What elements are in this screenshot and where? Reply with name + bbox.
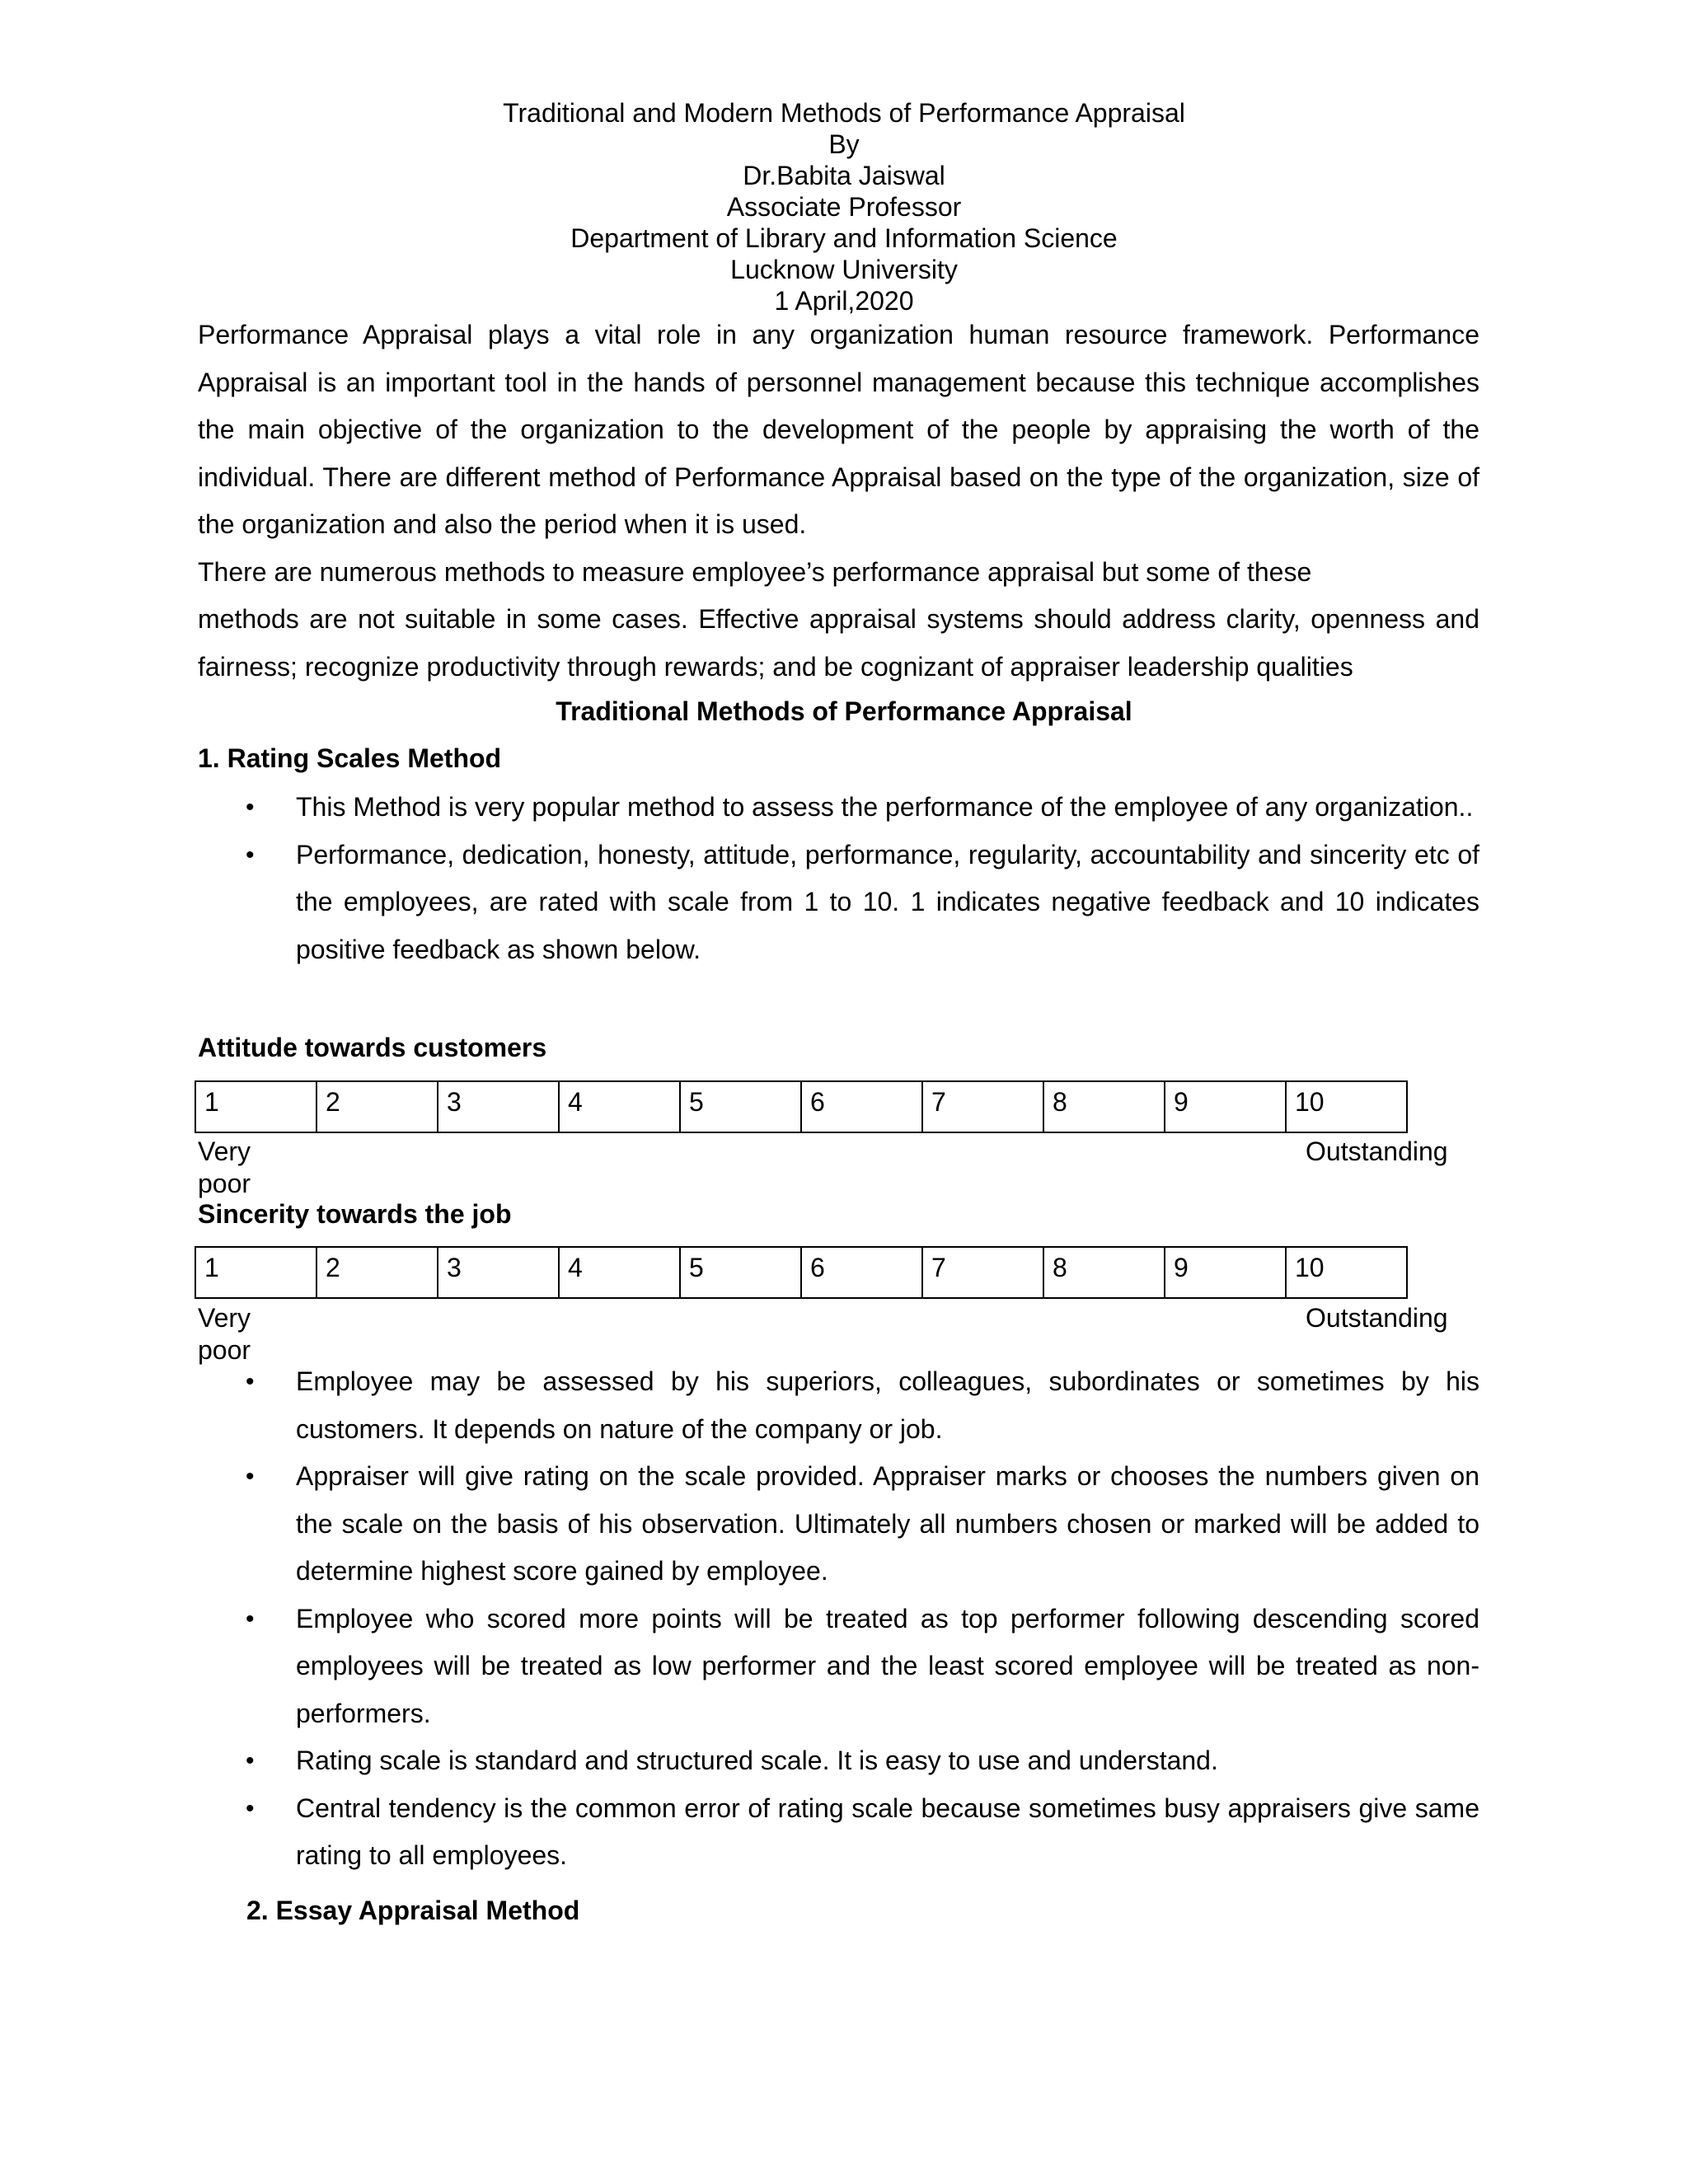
scale-2-cell-7: 7: [922, 1247, 1043, 1298]
by-line: By: [828, 129, 860, 159]
intro-paragraph-2-line-1: There are numerous methods to measure employee’s performance appraisal but some of these: [198, 556, 1312, 587]
scale-2-cell-10: 10: [1286, 1247, 1407, 1298]
scale-1-cell-1: 1: [195, 1081, 316, 1132]
scale-2-cell-3: 3: [438, 1247, 559, 1298]
scale-2-cell-2: 2: [316, 1247, 438, 1298]
scale-2-low-label-line-1: Very: [198, 1303, 251, 1333]
scale-2-cell-1: 1: [195, 1247, 316, 1298]
scale-2-cell-5: 5: [680, 1247, 801, 1298]
scale-2-low-label: [198, 1302, 251, 1366]
bullet-text: Employee may be assessed by his superiors, colleagues, subordinates or sometimes by his customers. It depends on nature of the company or job.: [296, 1366, 1479, 1444]
bullet-text: Performance, dedication, honesty, attitude, performance, regularity, accountability and sincerity etc of the employees, are rated with scale from 1 to 10. 1 indicates negative feedback and 10 indicates positive feedback as shown below.: [296, 839, 1479, 964]
scale-1-high-label: Outstanding: [1306, 1137, 1448, 1166]
scale-1-cell-3: 3: [438, 1081, 559, 1132]
scale-2-cell-4: 4: [559, 1247, 680, 1298]
scale-1-cell-7: 7: [922, 1081, 1043, 1132]
list-item: [198, 1596, 1479, 1738]
list-item: [198, 1358, 1479, 1453]
intro-paragraph-2-rest: methods are not suitable in some cases. Effective appraisal systems should address clarity, openness and fairness; recognize productivity through rewards; and be cognizant of appraiser leadership qualities: [198, 604, 1479, 682]
scale-2-cell-8: 8: [1043, 1247, 1165, 1298]
document-header: [0, 97, 1688, 316]
document-title: Traditional and Modern Methods of Performance Appraisal: [503, 98, 1185, 128]
scale-1-cell-9: 9: [1165, 1081, 1286, 1132]
list-item: [198, 1737, 1479, 1785]
author-department: Department of Library and Information Science: [570, 223, 1118, 253]
bullet-symbol: •: [246, 1605, 255, 1633]
bullet-text: This Method is very popular method to assess the performance of the employee of any organization..: [296, 792, 1474, 822]
scale-1-cell-8: 8: [1043, 1081, 1165, 1132]
list-item: [198, 1785, 1479, 1880]
author-position: Associate Professor: [726, 192, 962, 222]
list-item: [198, 784, 1479, 832]
scale-2-heading: Sincerity towards the job: [198, 1199, 512, 1229]
rating-scales-bullets-bottom: [198, 1358, 1479, 1880]
bullet-symbol: •: [246, 794, 255, 821]
bullet-symbol: •: [246, 1794, 255, 1822]
list-item: [198, 832, 1479, 974]
scale-1-cell-6: 6: [801, 1081, 922, 1132]
bullet-text: Rating scale is standard and structured scale. It is easy to use and understand.: [296, 1746, 1218, 1775]
section-title: Traditional Methods of Performance Appraisal: [556, 696, 1132, 726]
scale-1-table: [195, 1080, 1408, 1133]
intro-paragraph-1: Performance Appraisal plays a vital role in any organization human resource framework. Performance Appraisal is an important tool in the hands of personnel management because this technique accomplishes the main objective of the organization to the development of the people by appraising the worth of the individual. There are different method of Performance Appraisal based on the type of the organization, size of the organization and also the period when it is used.: [198, 320, 1479, 539]
scale-1-cell-10: 10: [1286, 1081, 1407, 1132]
scale-1-heading: Attitude towards customers: [198, 1033, 547, 1062]
bullet-text: Appraiser will give rating on the scale provided. Appraiser marks or chooses the numbers given on the scale on the basis of his observation. Ultimately all numbers chosen or marked will be added to determine highest score gained by employee.: [296, 1461, 1479, 1586]
scale-1-low-label-line-2: poor: [198, 1169, 251, 1198]
scale-1-cell-4: 4: [559, 1081, 680, 1132]
list-item: [198, 1453, 1479, 1596]
rating-scales-heading: 1. Rating Scales Method: [198, 743, 502, 773]
scale-2-low-label-line-2: poor: [198, 1335, 251, 1365]
bullet-symbol: •: [246, 1463, 255, 1490]
intro-section: [198, 312, 1479, 691]
scale-2-high-label: Outstanding: [1306, 1303, 1448, 1333]
scale-2-table: [195, 1246, 1408, 1299]
bullet-text: Central tendency is the common error of rating scale because sometimes busy appraisers give same rating to all employees.: [296, 1793, 1479, 1870]
scale-2-cell-6: 6: [801, 1247, 922, 1298]
author-university: Lucknow University: [730, 255, 958, 284]
rating-scales-bullets-top: [198, 784, 1479, 973]
bullet-symbol: •: [246, 841, 255, 869]
scale-1-low-label-line-1: Very: [198, 1137, 251, 1166]
bullet-text: Employee who scored more points will be treated as top performer following descending scored employees will be treated as low performer and the least scored employee will be treated as non-performers.: [296, 1603, 1479, 1728]
essay-appraisal-heading: 2. Essay Appraisal Method: [246, 1896, 580, 1925]
scale-1-low-label: [198, 1136, 251, 1200]
author-name: Dr.Babita Jaiswal: [743, 161, 945, 190]
scale-1-cell-2: 2: [316, 1081, 438, 1132]
scale-1-cell-5: 5: [680, 1081, 801, 1132]
document-date: 1 April,2020: [774, 286, 914, 316]
scale-2-cell-9: 9: [1165, 1247, 1286, 1298]
bullet-symbol: •: [246, 1368, 255, 1395]
bullet-symbol: •: [246, 1747, 255, 1774]
